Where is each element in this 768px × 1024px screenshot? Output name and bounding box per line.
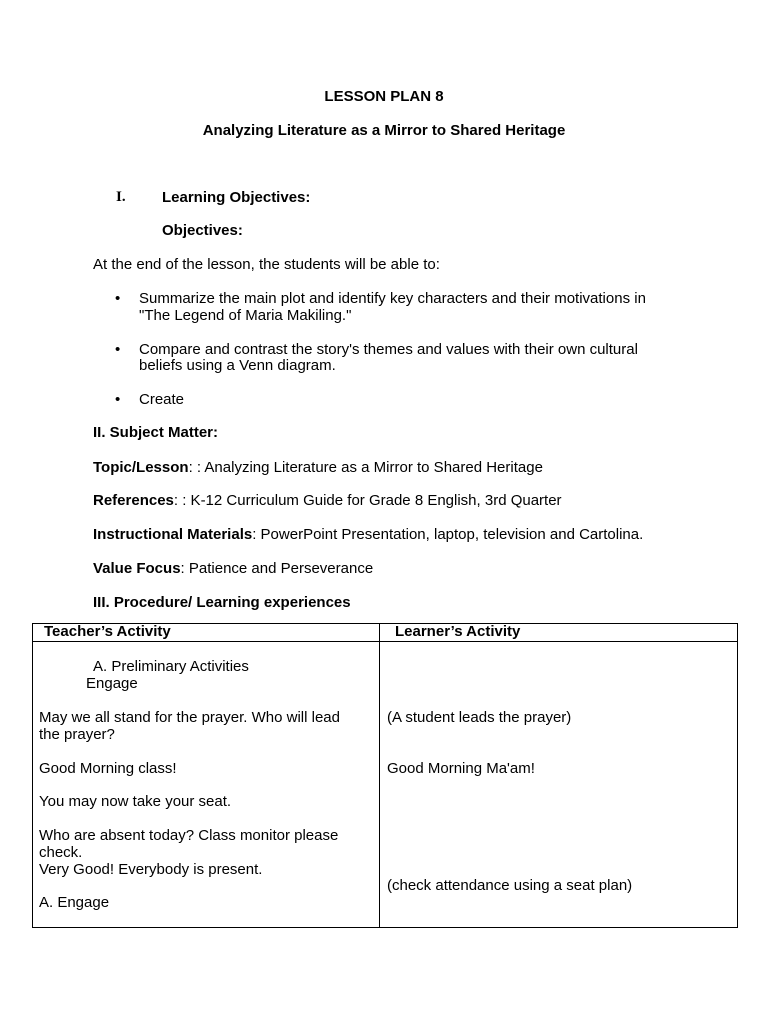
table-row (33, 642, 738, 928)
prayer-line-1: May we all stand for the prayer. Who will lead (39, 709, 340, 726)
absent-line-1: Who are absent today? Class monitor please (39, 827, 339, 844)
lesson-subtitle: Analyzing Literature as a Mirror to Shared Heritage (202, 122, 566, 139)
lesson-title: LESSON PLAN 8 (324, 88, 444, 105)
section-2-heading: II. Subject Matter: (93, 424, 219, 441)
engage-subheading: Engage (86, 675, 138, 692)
topic-value: : : Analyzing Literature as a Mirror to Shared Heritage (188, 459, 543, 476)
objective-2-line-2: beliefs using a Venn diagram. (139, 357, 336, 374)
references-label: References (93, 492, 174, 509)
references-value: : : K-12 Curriculum Guide for Grade 8 English, 3rd Quarter (173, 492, 562, 509)
learner-attendance: (check attendance using a seat plan) (387, 877, 633, 894)
materials-value: : PowerPoint Presentation, laptop, television and Cartolina. (252, 526, 644, 543)
teacher-activity-cell (33, 642, 380, 928)
references-line (93, 492, 562, 509)
value-focus-line (93, 560, 373, 577)
learner-activity-cell (380, 642, 738, 928)
learner-greeting: Good Morning Ma'am! (387, 760, 535, 777)
table-header-row (33, 624, 738, 642)
section-3-heading: III. Procedure/ Learning experiences (93, 594, 351, 611)
bullet-icon: • (115, 391, 121, 408)
take-seat: You may now take your seat. (39, 793, 232, 810)
teacher-greeting: Good Morning class! (39, 760, 177, 777)
materials-line (93, 526, 643, 543)
procedure-table (32, 623, 738, 928)
learner-column-header: Learner’s Activity (380, 624, 738, 642)
prayer-line-2: the prayer? (39, 726, 115, 743)
bullet-icon: • (115, 341, 121, 358)
preliminary-activities: A. Preliminary Activities (93, 658, 249, 675)
section-1-heading: Learning Objectives: (162, 189, 311, 206)
objective-2-line-1: Compare and contrast the story's themes and values with their own cultural (139, 341, 638, 358)
objectives-heading: Objectives: (162, 222, 243, 239)
absent-line-2: check. (39, 844, 83, 861)
section-1-numeral: I. (116, 189, 126, 205)
topic-label: Topic/Lesson (93, 459, 189, 476)
topic-line (93, 459, 543, 476)
materials-label: Instructional Materials (93, 526, 253, 543)
objective-1-line-2: "The Legend of Maria Makiling." (139, 307, 352, 324)
everybody-present: Very Good! Everybody is present. (39, 861, 263, 878)
objective-1-line-1: Summarize the main plot and identify key characters and their motivations in (139, 290, 646, 307)
value-focus-label: Value Focus (93, 560, 181, 577)
engage-heading: A. Engage (39, 894, 110, 911)
objective-3-line-1: Create (139, 391, 185, 408)
objectives-intro: At the end of the lesson, the students will be able to: (93, 256, 440, 273)
teacher-column-header: Teacher’s Activity (33, 624, 380, 642)
value-focus-value: : Patience and Perseverance (180, 560, 374, 577)
bullet-icon: • (115, 290, 121, 307)
learner-prayer: (A student leads the prayer) (387, 709, 572, 726)
